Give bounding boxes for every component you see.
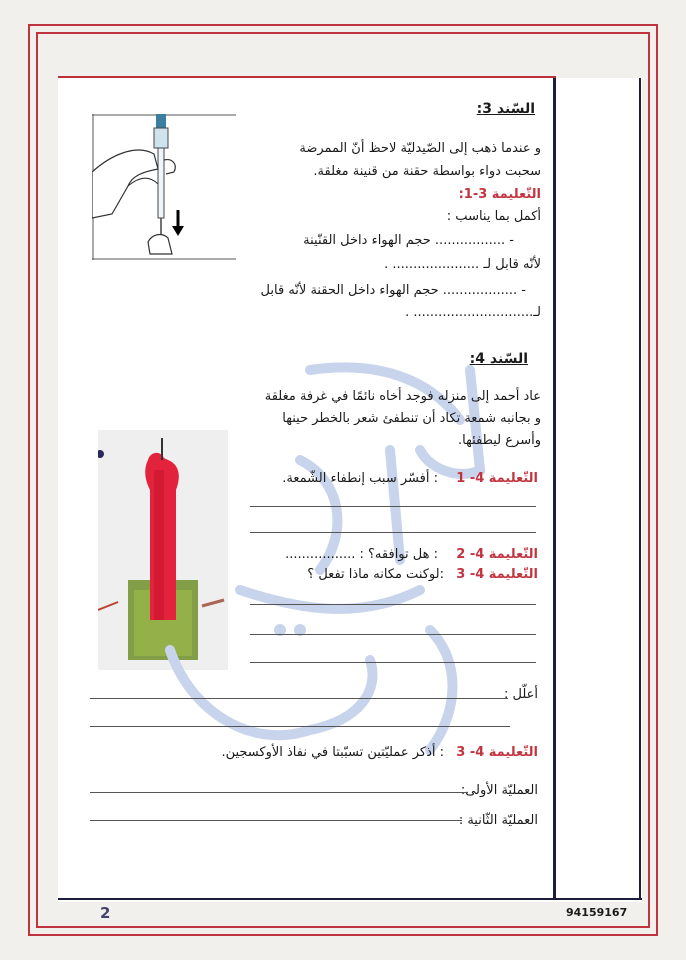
- section3-line2: سحبت دواء بواسطة حقنة من قنينة مغلقة.: [313, 164, 541, 179]
- answer-line: [250, 532, 536, 533]
- item2-line-a: - .................. حجم الهواء داخل الحقنة لأنّه قابل: [260, 283, 526, 298]
- instruction-3-1-text: أكمل بما يناسب :: [446, 209, 541, 224]
- item1-line-a: - ................. حجم الهواء داخل القنّينة: [303, 233, 514, 248]
- answer-line: [250, 662, 536, 663]
- instruction-4-3-label: التّعليمة 4- 3: [456, 567, 538, 582]
- page-number: 2: [100, 904, 111, 922]
- section4-line3: وأسرع ليطفئها.: [458, 433, 541, 448]
- answer-line: [250, 604, 536, 605]
- section3-line1: و عندما ذهب إلى الصّيدليّة لاحظ أنّ الممرضة: [299, 141, 541, 156]
- candle-photo: [98, 430, 228, 670]
- answer-line: [90, 698, 508, 699]
- bottom-rule: [58, 898, 642, 900]
- section3-title: السّند 3:: [476, 101, 535, 117]
- instruction-4-4-label: التّعليمة 4- 3: [456, 745, 538, 760]
- instruction-4-1-label: التّعليمة 4- 1: [456, 471, 538, 486]
- instruction-4-4-text: : أذكر عمليّتين تسبّبتا في نفاذ الأوكسجين.: [221, 745, 444, 760]
- instruction-3-1-label: التّعليمة 3-1:: [458, 187, 541, 202]
- instruction-4-2-label: التّعليمة 4- 2: [456, 547, 538, 562]
- instruction-4-1-text: : أفسّر سبب إنطفاء الشّمعة.: [282, 471, 438, 486]
- document-code: 94159167: [566, 906, 628, 919]
- answer-line: [90, 792, 468, 793]
- process-2-label: العمليّة الثّانية :: [458, 813, 538, 828]
- instruction-4-3-text: :لوكنت مكانه ماذا تفعل ؟: [307, 567, 444, 582]
- item1-line-b: لأنّه قابل لـ ..................... .: [384, 257, 541, 272]
- answer-line: [250, 506, 536, 507]
- process-1-label: العمليّة الأولى:: [460, 783, 538, 798]
- top-rule: [58, 76, 556, 78]
- answer-line: [90, 726, 510, 727]
- section4-line1: عاد أحمد إلى منزله فوجد أخاه نائمًا في غرفة مغلقة: [264, 389, 541, 404]
- justify-label: أعلّل :: [503, 687, 538, 702]
- instruction-4-2-text: : هل توافقه؟ : .................: [285, 547, 438, 562]
- vertical-rule-right: [639, 78, 641, 899]
- answer-line: [90, 820, 462, 821]
- vertical-rule: [553, 78, 556, 899]
- item2-line-b: لـ............................. .: [405, 305, 541, 320]
- section4-line2: و بجانبه شمعة تكاد أن تنطفئ شعر بالخطر حينها: [282, 411, 541, 426]
- section4-title: السّند 4:: [469, 351, 528, 367]
- syringe-vial-illustration: [92, 114, 236, 260]
- answer-line: [250, 634, 536, 635]
